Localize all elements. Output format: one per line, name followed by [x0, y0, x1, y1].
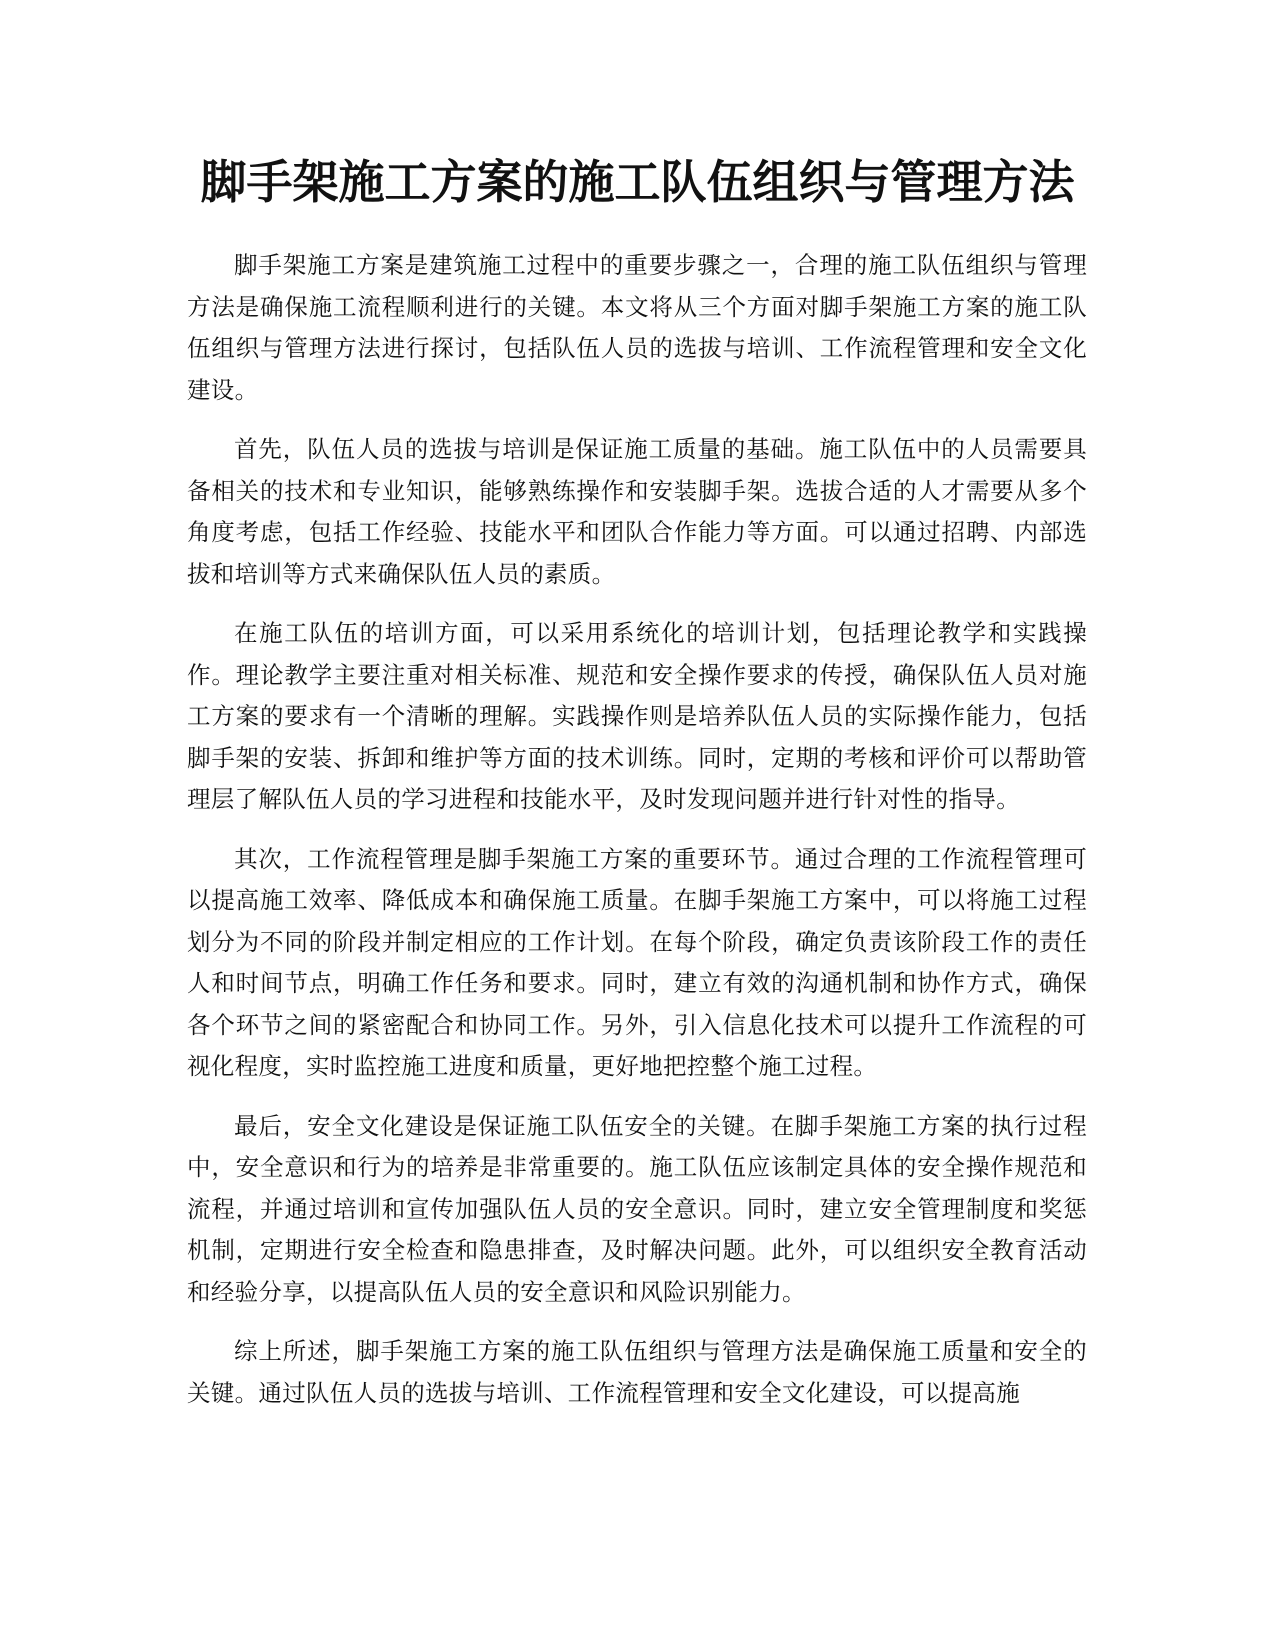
paragraph-workflow-management: 其次，工作流程管理是脚手架施工方案的重要环节。通过合理的工作流程管理可以提高施工效率、降低成本和确保施工质量。在脚手架施工方案中，可以将施工过程划分为不同的阶段并制定相应的工作计划。在每个阶段，确定负责该阶段工作的责任人和时间节点，明确工作任务和要求。同时，建立有效的沟通机制和协作方式，确保各个环节之间的紧密配合和协同工作。另外，引入信息化技术可以提升工作流程的可视化程度，实时监控施工进度和质量，更好地把控整个施工过程。 [187, 844, 1087, 1080]
document-title: 脚手架施工方案的施工队伍组织与管理方法 [200, 155, 1075, 209]
paragraph-selection-training: 首先，队伍人员的选拔与培训是保证施工质量的基础。施工队伍中的人员需要具备相关的技术和专业知识，能够熟练操作和安装脚手架。选拔合适的人才需要从多个角度考虑，包括工作经验、技能水平和团队合作能力等方面。可以通过招聘、内部选拔和培训等方式来确保队伍人员的素质。 [187, 435, 1087, 588]
paragraph-conclusion: 综上所述，脚手架施工方案的施工队伍组织与管理方法是确保施工质量和安全的关键。通过队伍人员的选拔与培训、工作流程管理和安全文化建设，可以提高施 [187, 1337, 1087, 1407]
document-body [187, 245, 1087, 1432]
paragraph-training-plan: 在施工队伍的培训方面，可以采用系统化的培训计划，包括理论教学和实践操作。理论教学主要注重对相关标准、规范和安全操作要求的传授，确保队伍人员对施工方案的要求有一个清晰的理解。实践操作则是培养队伍人员的实际操作能力，包括脚手架的安装、拆卸和维护等方面的技术训练。同时，定期的考核和评价可以帮助管理层了解队伍人员的学习进程和技能水平，及时发现问题并进行针对性的指导。 [187, 619, 1087, 813]
paragraph-intro: 脚手架施工方案是建筑施工过程中的重要步骤之一，合理的施工队伍组织与管理方法是确保施工流程顺利进行的关键。本文将从三个方面对脚手架施工方案的施工队伍组织与管理方法进行探讨，包括队伍人员的选拔与培训、工作流程管理和安全文化建设。 [187, 251, 1087, 404]
paragraph-safety-culture: 最后，安全文化建设是保证施工队伍安全的关键。在脚手架施工方案的执行过程中，安全意识和行为的培养是非常重要的。施工队伍应该制定具体的安全操作规范和流程，并通过培训和宣传加强队伍人员的安全意识。同时，建立安全管理制度和奖惩机制，定期进行安全检查和隐患排查，及时解决问题。此外，可以组织安全教育活动和经验分享，以提高队伍人员的安全意识和风险识别能力。 [187, 1111, 1087, 1306]
